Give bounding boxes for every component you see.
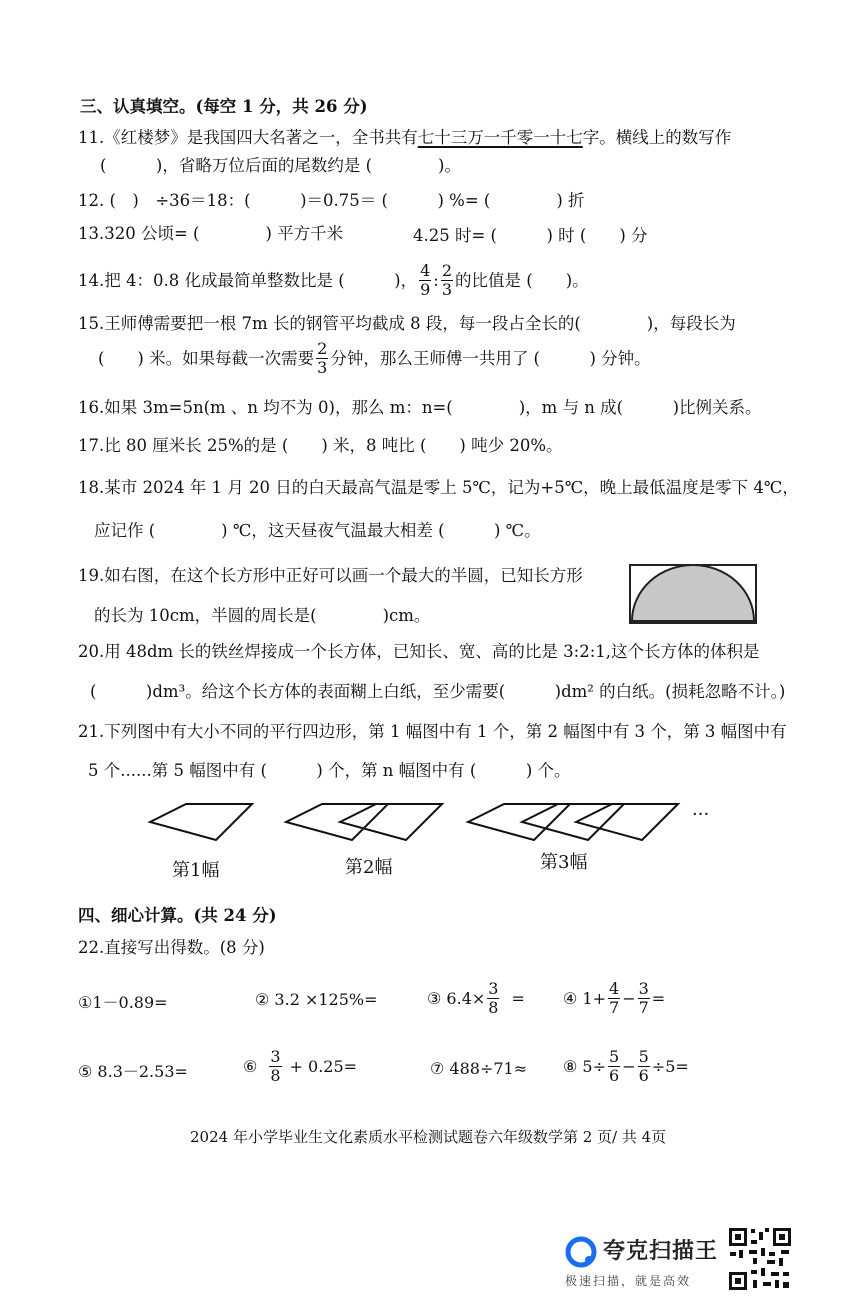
figure-3-label: 第3幅 bbox=[540, 852, 588, 873]
figure-1-parallelogram bbox=[150, 804, 252, 840]
scanner-app-name: 夸克扫描王 bbox=[603, 1239, 719, 1264]
figure-2-parallelogram-a bbox=[286, 804, 388, 840]
calc-4-fraction-1 bbox=[608, 980, 620, 1017]
calc-4-text-b: = bbox=[651, 989, 666, 1008]
section-4-title: 四、细心计算。(共 24 分) bbox=[78, 906, 277, 925]
denominator: 8 bbox=[270, 1066, 281, 1085]
numerator: 5 bbox=[638, 1047, 649, 1066]
denominator: 6 bbox=[609, 1066, 620, 1085]
calc-1: ①1－0.89= bbox=[78, 993, 168, 1012]
denominator: 7 bbox=[609, 998, 620, 1017]
ellipsis-text: ··· bbox=[692, 804, 710, 825]
question-15-text-a: ( ) 米。如果每截一次需要 bbox=[98, 348, 315, 368]
denominator: 3 bbox=[441, 280, 453, 299]
scanner-watermark bbox=[563, 1224, 860, 1304]
calc-8-minus: − bbox=[622, 1057, 636, 1076]
question-15-fraction bbox=[316, 340, 328, 377]
calc-7: ⑦ 488÷71≈ bbox=[430, 1059, 528, 1078]
page-footer: 2024 年小学毕业生文化素质水平检测试题卷六年级数学第 2 页/ 共 4页 bbox=[190, 1128, 667, 1146]
denominator: 9 bbox=[420, 280, 431, 299]
question-18-line-1: 18.某市 2024 年 1 月 20 日的白天最高气温是零上 5℃，记为+5℃，晚上最低温度是零下 4℃， bbox=[78, 478, 799, 497]
question-21-line-1: 21.下列图中有大小不同的平行四边形，第 1 幅图中有 1 个，第 2 幅图中有 3 个，第 3 幅图中有 bbox=[78, 722, 787, 741]
calc-4-fraction-2 bbox=[638, 980, 650, 1017]
semicircle-in-rectangle-figure bbox=[628, 563, 758, 625]
scanner-slogan: 极速扫描，就是高效 bbox=[565, 1274, 692, 1288]
numerator: 3 bbox=[638, 979, 649, 998]
question-17: 17.比 80 厘米长 25%的是 ( ) 米，8 吨比 ( ) 吨少 20%。 bbox=[78, 436, 563, 455]
calc-4 bbox=[563, 980, 665, 1017]
calc-5: ⑤ 8.3－2.53= bbox=[78, 1062, 188, 1081]
calc-6-fraction bbox=[269, 1048, 281, 1085]
figure-3-parallelogram-b bbox=[522, 804, 624, 840]
question-22-title: 22.直接写出得数。(8 分) bbox=[78, 938, 265, 957]
numerator: 3 bbox=[488, 979, 499, 998]
question-11-text-b: 字。横线上的数写作 bbox=[582, 128, 732, 147]
calc-4-text-a: ④ 1+ bbox=[563, 989, 607, 1008]
calc-8-text-a: ⑧ 5÷ bbox=[563, 1057, 607, 1076]
calc-8 bbox=[563, 1048, 689, 1085]
question-15-line-2 bbox=[98, 340, 651, 377]
quark-logo-icon bbox=[565, 1236, 597, 1268]
numerator: 2 bbox=[317, 339, 328, 358]
question-14-fraction-1 bbox=[419, 262, 431, 299]
figure-1-label: 第1幅 bbox=[172, 860, 220, 881]
question-11-text-a: 11.《红楼梦》是我国四大名著之一，全书共有 bbox=[78, 128, 418, 147]
denominator: 3 bbox=[317, 358, 328, 377]
question-13-a: 13.320 公顷= ( ) 平方千米 bbox=[78, 224, 344, 243]
question-11-line-2: ( )，省略万位后面的尾数约是 ( )。 bbox=[100, 156, 461, 175]
question-19-line-2: 的长为 10cm，半圆的周长是( )cm。 bbox=[94, 606, 431, 625]
question-19-line-1: 19.如右图，在这个长方形中正好可以画一个最大的半圆，已知长方形 bbox=[78, 566, 583, 585]
figure-3-parallelogram-c bbox=[576, 804, 678, 840]
question-18-line-2: 应记作 ( ) ℃，这天昼夜气温最大相差 ( ) ℃。 bbox=[94, 521, 541, 540]
figure-2-parallelogram-b bbox=[340, 804, 442, 840]
question-14-text-b: 的比值是 ( )。 bbox=[455, 270, 589, 290]
calc-6-text-a: ⑥ bbox=[243, 1057, 258, 1076]
calc-4-minus: − bbox=[622, 989, 636, 1008]
question-14-fraction-2 bbox=[441, 262, 453, 299]
denominator: 6 bbox=[638, 1066, 649, 1085]
calc-3-fraction bbox=[487, 980, 499, 1017]
calc-3 bbox=[427, 980, 525, 1017]
question-20-line-2: ( )dm³。给这个长方体的表面糊上白纸，至少需要( )dm² 的白纸。(损耗忽略不计。) bbox=[90, 682, 786, 701]
calc-8-fraction-2 bbox=[638, 1048, 650, 1085]
calc-6-text-b: + 0.25= bbox=[289, 1057, 358, 1076]
calc-2: ② 3.2 ×125%= bbox=[255, 990, 378, 1009]
parallelogram-figures bbox=[140, 790, 740, 850]
figure-3-parallelogram-a bbox=[468, 804, 570, 840]
section-3-title: 三、认真填空。(每空 1 分，共 26 分) bbox=[80, 97, 368, 116]
numerator: 4 bbox=[609, 979, 620, 998]
question-14-text-a: 14.把 4：0.8 化成最简单整数比是 ( )， bbox=[78, 270, 418, 290]
numerator: 2 bbox=[441, 261, 453, 280]
question-13-b: 4.25 时= ( ) 时 ( ) 分 bbox=[413, 226, 648, 245]
calc-3-text-b: = bbox=[511, 989, 525, 1008]
numerator: 5 bbox=[609, 1047, 620, 1066]
question-14 bbox=[78, 262, 589, 299]
figure-2-label: 第2幅 bbox=[345, 857, 393, 878]
question-11-underlined-number: 七十三万一千零一十七 bbox=[417, 128, 583, 147]
numerator: 3 bbox=[270, 1047, 281, 1066]
calc-3-text-a: ③ 6.4× bbox=[427, 989, 486, 1008]
question-16: 16.如果 3m=5n(m 、n 均不为 0)，那么 m：n=( )，m 与 n 成( )比例关系。 bbox=[78, 398, 762, 417]
question-15-line-1: 15.王师傅需要把一根 7m 长的钢管平均截成 8 段，每一段占全长的( )，每段长为 bbox=[78, 314, 736, 333]
ratio-colon: : bbox=[433, 270, 439, 290]
question-20-line-1: 20.用 48dm 长的铁丝焊接成一个长方体，已知长、宽、高的比是 3:2:1,这个长方体的体积是 bbox=[78, 642, 760, 661]
calc-8-fraction-1 bbox=[608, 1048, 620, 1085]
qr-code-icon bbox=[727, 1226, 793, 1292]
numerator: 4 bbox=[420, 261, 431, 280]
question-21-line-2: 5 个......第 5 幅图中有 ( ) 个，第 n 幅图中有 ( ) 个。 bbox=[88, 761, 571, 780]
denominator: 8 bbox=[488, 998, 499, 1017]
question-15-text-b: 分钟，那么王师傅一共用了 ( ) 分钟。 bbox=[330, 348, 651, 368]
denominator: 7 bbox=[638, 998, 649, 1017]
calc-6 bbox=[243, 1048, 357, 1085]
question-11-line-1 bbox=[78, 127, 731, 149]
question-12: 12. ( ) ÷36＝18：( )＝0.75＝ ( ) %= ( ) 折 bbox=[78, 191, 585, 210]
calc-8-text-b: ÷5= bbox=[651, 1057, 689, 1076]
